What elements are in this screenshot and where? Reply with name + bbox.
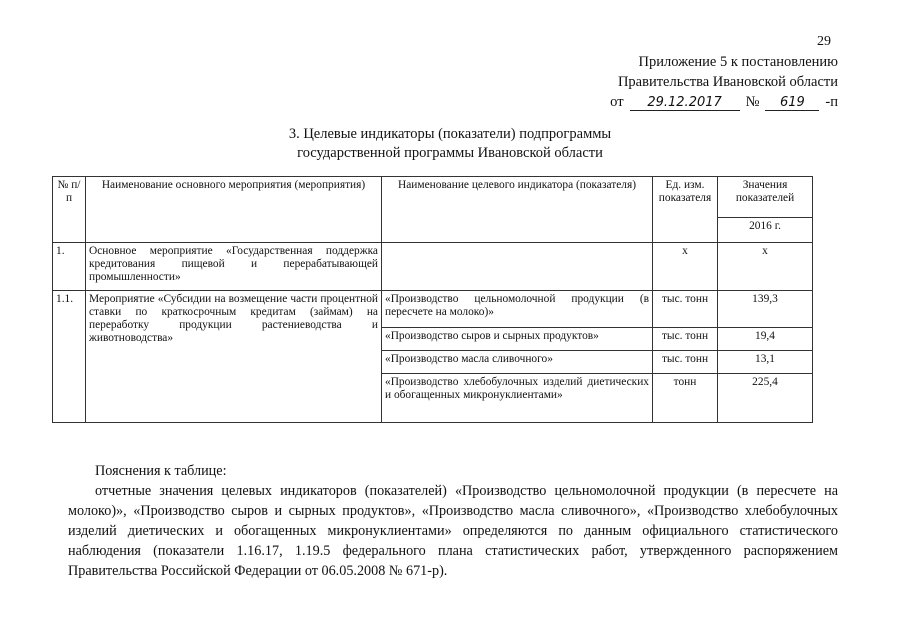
header-values: Значения показателей bbox=[718, 177, 813, 218]
row2-indicator-2: «Производство сыров и сырных продуктов» bbox=[382, 328, 653, 351]
section-title bbox=[210, 125, 690, 163]
handwritten-number: 619 bbox=[765, 96, 819, 111]
title-line-1: 3. Целевые индикаторы (показатели) подпрограммы bbox=[288, 126, 612, 142]
table-row bbox=[53, 291, 813, 328]
row2-value-3: 13,1 bbox=[718, 351, 813, 374]
appendix-block bbox=[610, 52, 838, 112]
table-header-row bbox=[53, 177, 813, 218]
row2-indicator-1: «Производство цельномолочной продукции (в пересчете на молоко)» bbox=[382, 291, 653, 328]
notes-text: отчетные значения целевых индикаторов (показателей) «Производство цельномолочной продукции (в пересчете на молоко)», «Производство сыров и сырных продуктов», «Производство масла сливочного», «Производство хлебобулочных изделий диетических и обогащенных микронуклиентами» определяются по данным официального статистического наблюдения (показатели 1.16.17, 1.19.5 федерального плана статистических работ, утвержденного распоряжением Правительства Российской Федерации от 06.05.2008 № 671-р). bbox=[68, 483, 838, 579]
header-activity: Наименование основного мероприятия (мероприятия) bbox=[86, 177, 382, 243]
row1-value: x bbox=[718, 243, 813, 291]
row2-indicator-3: «Производство масла сливочного» bbox=[382, 351, 653, 374]
row1-activity: Основное мероприятие «Государственная поддержка кредитования пищевой и перерабатывающей промышленности» bbox=[86, 243, 382, 291]
row2-activity: Мероприятие «Субсидии на возмещение части процентной ставки по краткосрочным кредитам (займам) на переработку продукции растениеводства и животноводства» bbox=[86, 291, 382, 423]
appendix-line-1: Приложение 5 к постановлению bbox=[638, 54, 838, 70]
row2-num: 1.1. bbox=[53, 291, 86, 423]
notes-block bbox=[68, 461, 838, 581]
handwritten-date: 29.12.2017 bbox=[630, 96, 740, 111]
header-year: 2016 г. bbox=[718, 218, 813, 243]
header-num: № п/п bbox=[53, 177, 86, 243]
page-number: 29 bbox=[817, 34, 831, 49]
row1-unit: x bbox=[653, 243, 718, 291]
number-prefix: № bbox=[745, 94, 760, 110]
row1-indicator bbox=[382, 243, 653, 291]
number-suffix: -п bbox=[825, 94, 838, 110]
row2-unit-4: тонн bbox=[653, 374, 718, 423]
header-indicator: Наименование целевого индикатора (показателя) bbox=[382, 177, 653, 243]
indicators-table bbox=[52, 176, 813, 423]
header-unit: Ед. изм. показателя bbox=[653, 177, 718, 243]
row2-value-1: 139,3 bbox=[718, 291, 813, 328]
row1-num: 1. bbox=[53, 243, 86, 291]
row2-value-2: 19,4 bbox=[718, 328, 813, 351]
appendix-date-line bbox=[610, 92, 838, 112]
row2-unit-2: тыс. тонн bbox=[653, 328, 718, 351]
notes-heading: Пояснения к таблице: bbox=[95, 463, 227, 479]
row2-value-4: 225,4 bbox=[718, 374, 813, 423]
row2-indicator-4: «Производство хлебобулочных изделий диетических и обогащенных микронуклиентами» bbox=[382, 374, 653, 423]
title-line-2: государственной программы Ивановской области bbox=[297, 145, 603, 161]
row2-unit-3: тыс. тонн bbox=[653, 351, 718, 374]
appendix-line-2: Правительства Ивановской области bbox=[617, 74, 838, 90]
table-row bbox=[53, 243, 813, 291]
row2-unit-1: тыс. тонн bbox=[653, 291, 718, 328]
date-prefix: от bbox=[610, 94, 624, 110]
